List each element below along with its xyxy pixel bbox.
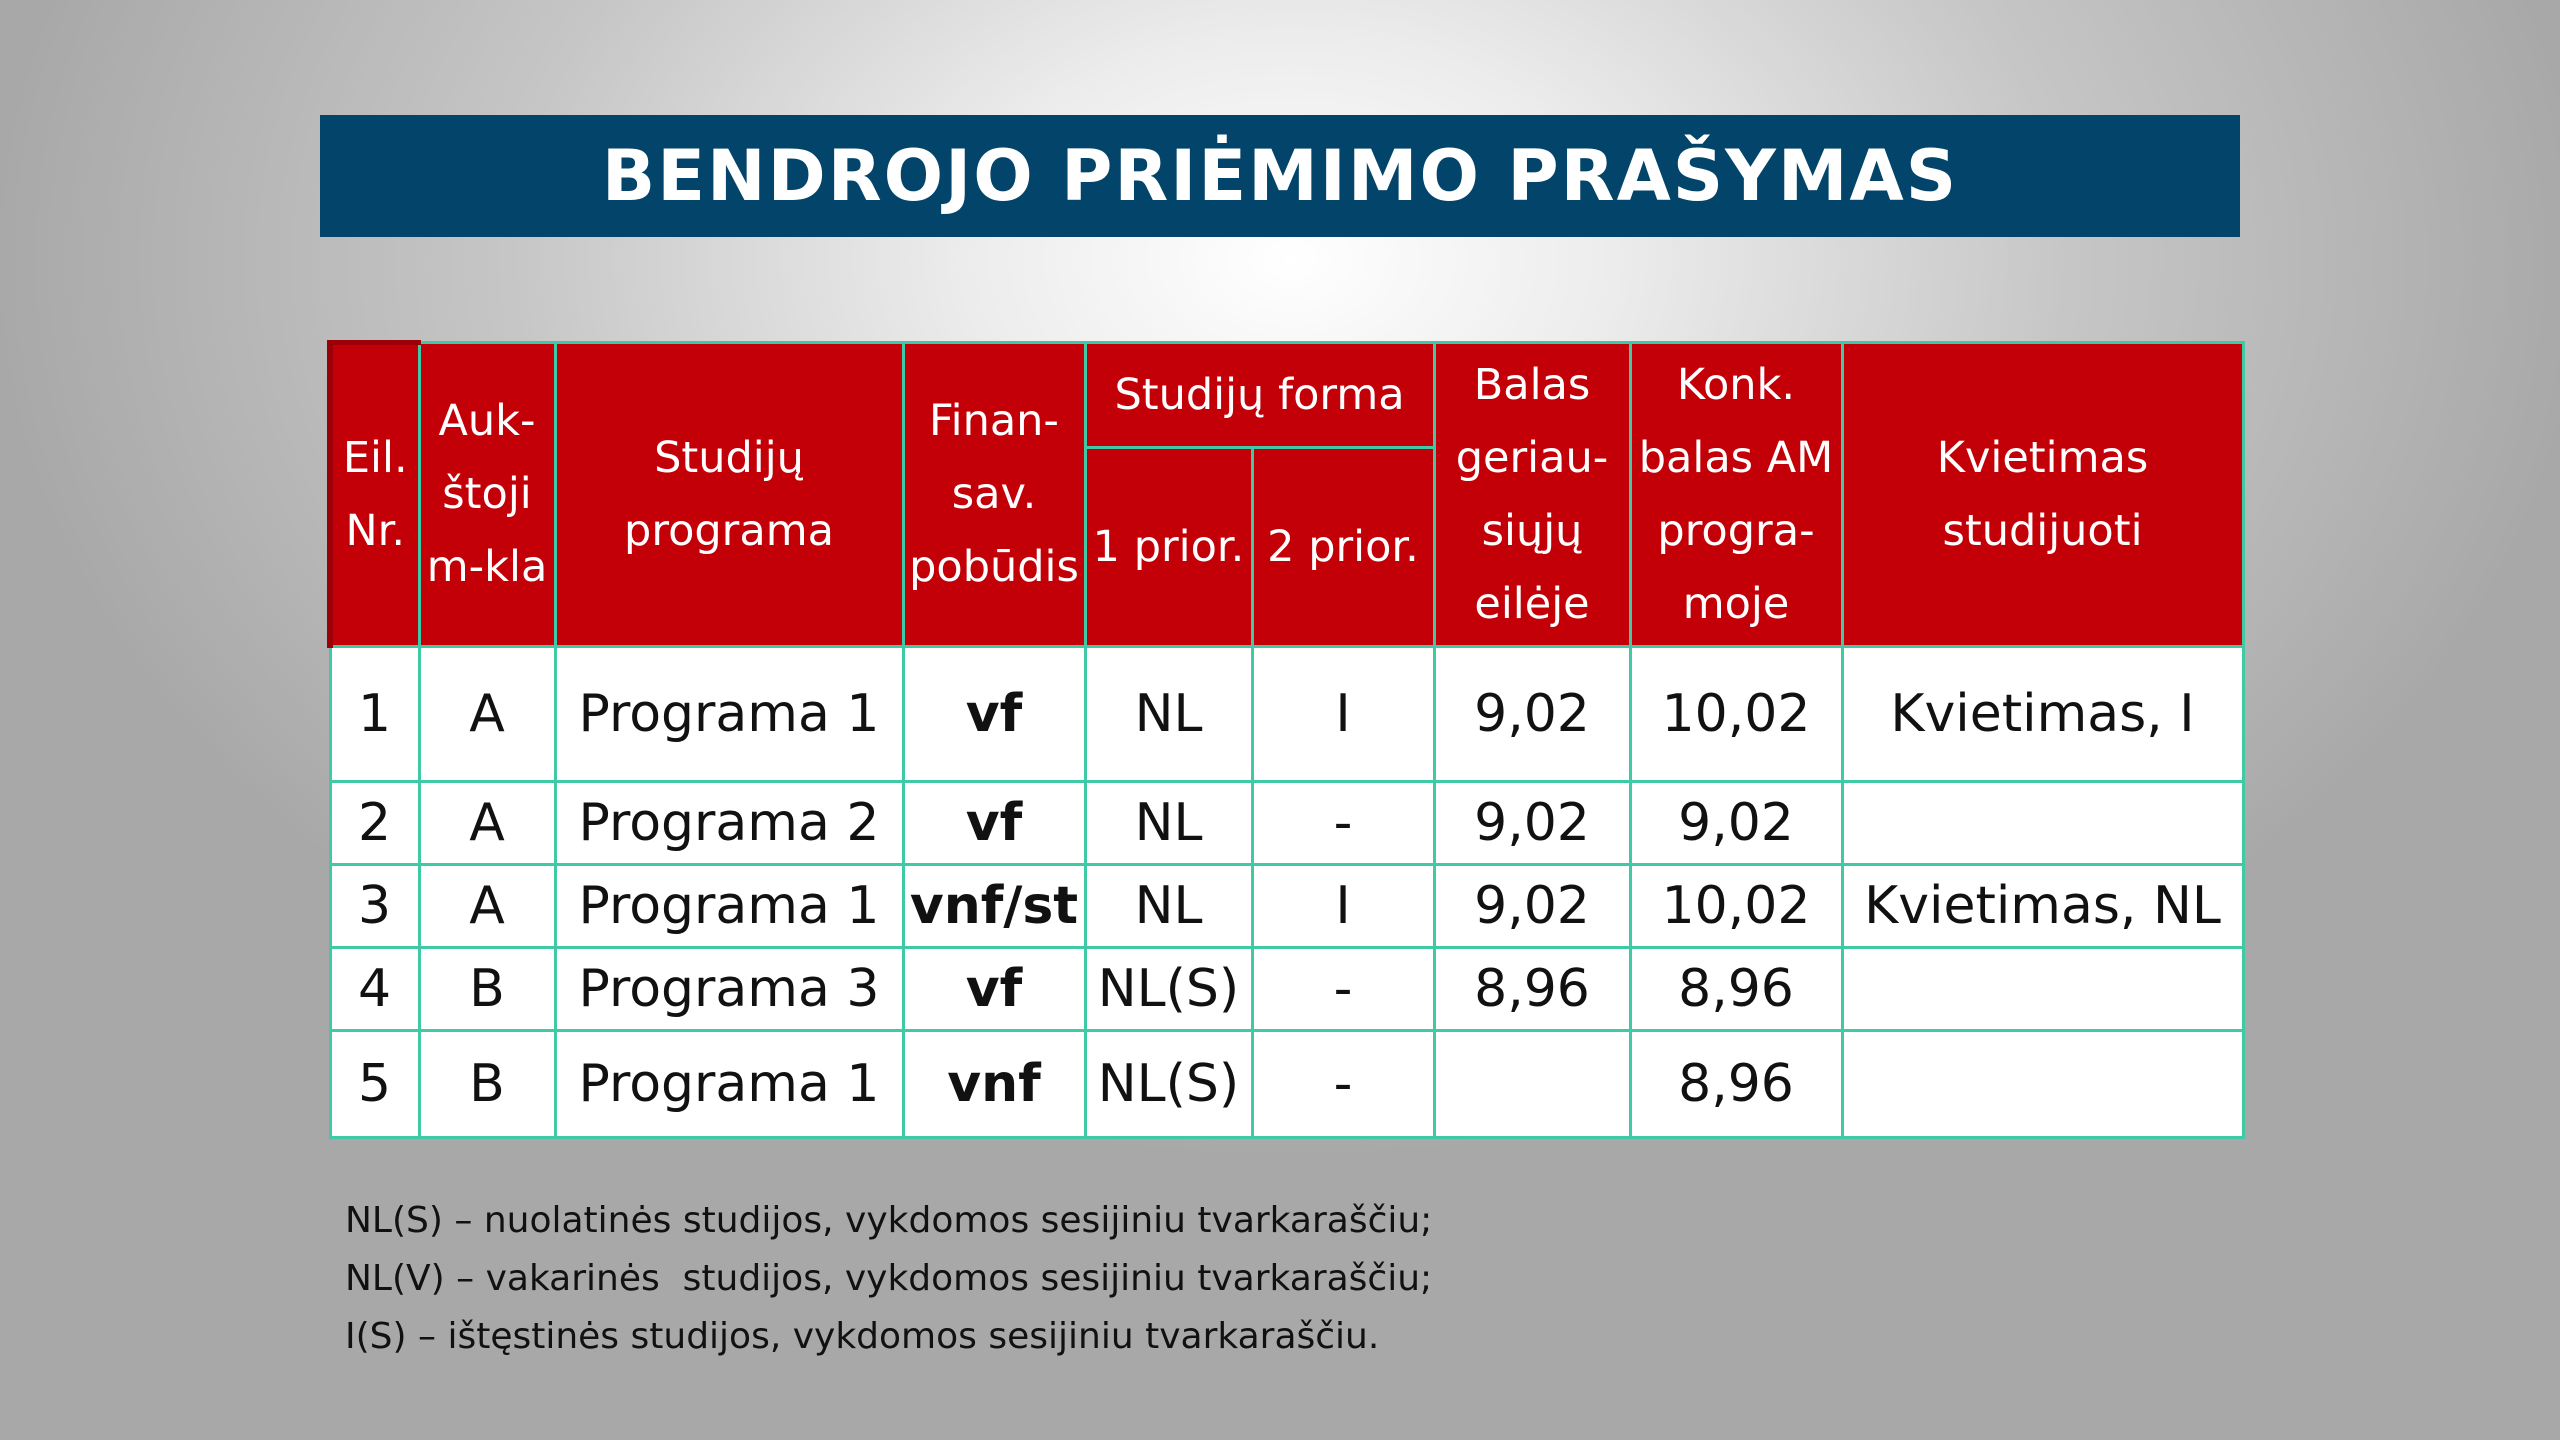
cell-no: 3 xyxy=(330,865,419,948)
header-program: Studijų programa xyxy=(555,343,903,647)
cell-invitation xyxy=(1842,1031,2243,1138)
table-row xyxy=(330,647,2243,782)
header-priority-2: 2 prior. xyxy=(1252,448,1434,647)
cell-priority-2: - xyxy=(1252,1031,1434,1138)
cell-best-score xyxy=(1434,1031,1630,1138)
cell-funding: vnf/st xyxy=(903,865,1085,948)
note-nl-v: NL(V) – vakarinės studijos, vykdomos sesijiniu tvarkaraščiu; xyxy=(345,1258,1433,1299)
application-table xyxy=(327,340,2245,1139)
cell-priority-1: NL(S) xyxy=(1085,1031,1252,1138)
cell-funding: vnf xyxy=(903,1031,1085,1138)
header-school: Auk- štoji m-kla xyxy=(419,343,555,647)
header-invitation: Kvietimas studijuoti xyxy=(1842,343,2243,647)
note-i-s: I(S) – ištęstinės studijos, vykdomos sesijiniu tvarkaraščiu. xyxy=(345,1316,1380,1357)
cell-priority-2: I xyxy=(1252,865,1434,948)
cell-best-score: 8,96 xyxy=(1434,948,1630,1031)
header-competitive-score: Konk. balas AM progra- moje xyxy=(1630,343,1842,647)
cell-priority-1: NL xyxy=(1085,647,1252,782)
cell-no: 5 xyxy=(330,1031,419,1138)
cell-program: Programa 1 xyxy=(555,647,903,782)
cell-school: A xyxy=(419,782,555,865)
cell-program: Programa 2 xyxy=(555,782,903,865)
header-study-form: Studijų forma xyxy=(1085,343,1434,448)
cell-priority-2: - xyxy=(1252,782,1434,865)
cell-school: B xyxy=(419,948,555,1031)
note-nl-s: NL(S) – nuolatinės studijos, vykdomos sesijiniu tvarkaraščiu; xyxy=(345,1200,1433,1241)
cell-best-score: 9,02 xyxy=(1434,865,1630,948)
table-row xyxy=(330,948,2243,1031)
cell-priority-1: NL(S) xyxy=(1085,948,1252,1031)
header-no: Eil. Nr. xyxy=(330,343,419,647)
cell-competitive-score: 10,02 xyxy=(1630,865,1842,948)
cell-priority-2: I xyxy=(1252,647,1434,782)
cell-funding: vf xyxy=(903,948,1085,1031)
cell-no: 1 xyxy=(330,647,419,782)
title-banner xyxy=(320,115,2240,237)
cell-no: 2 xyxy=(330,782,419,865)
cell-invitation: Kvietimas, NL xyxy=(1842,865,2243,948)
cell-priority-2: - xyxy=(1252,948,1434,1031)
cell-program: Programa 3 xyxy=(555,948,903,1031)
table-row xyxy=(330,1031,2243,1138)
table-row xyxy=(330,782,2243,865)
table-row xyxy=(330,865,2243,948)
cell-funding: vf xyxy=(903,647,1085,782)
cell-competitive-score: 10,02 xyxy=(1630,647,1842,782)
cell-priority-1: NL xyxy=(1085,865,1252,948)
legend-notes xyxy=(345,1192,1432,1366)
page-title: BENDROJO PRIĖMIMO PRAŠYMAS xyxy=(601,135,1959,217)
cell-best-score: 9,02 xyxy=(1434,782,1630,865)
header-priority-1: 1 prior. xyxy=(1085,448,1252,647)
cell-school: A xyxy=(419,865,555,948)
cell-school: A xyxy=(419,647,555,782)
cell-program: Programa 1 xyxy=(555,865,903,948)
cell-competitive-score: 8,96 xyxy=(1630,1031,1842,1138)
cell-school: B xyxy=(419,1031,555,1138)
cell-best-score: 9,02 xyxy=(1434,647,1630,782)
cell-funding: vf xyxy=(903,782,1085,865)
cell-invitation xyxy=(1842,948,2243,1031)
cell-program: Programa 1 xyxy=(555,1031,903,1138)
header-funding: Finan- sav. pobūdis xyxy=(903,343,1085,647)
cell-priority-1: NL xyxy=(1085,782,1252,865)
cell-invitation xyxy=(1842,782,2243,865)
cell-competitive-score: 9,02 xyxy=(1630,782,1842,865)
cell-invitation: Kvietimas, I xyxy=(1842,647,2243,782)
cell-no: 4 xyxy=(330,948,419,1031)
cell-competitive-score: 8,96 xyxy=(1630,948,1842,1031)
header-best-score: Balas geriau- siųjų eilėje xyxy=(1434,343,1630,647)
